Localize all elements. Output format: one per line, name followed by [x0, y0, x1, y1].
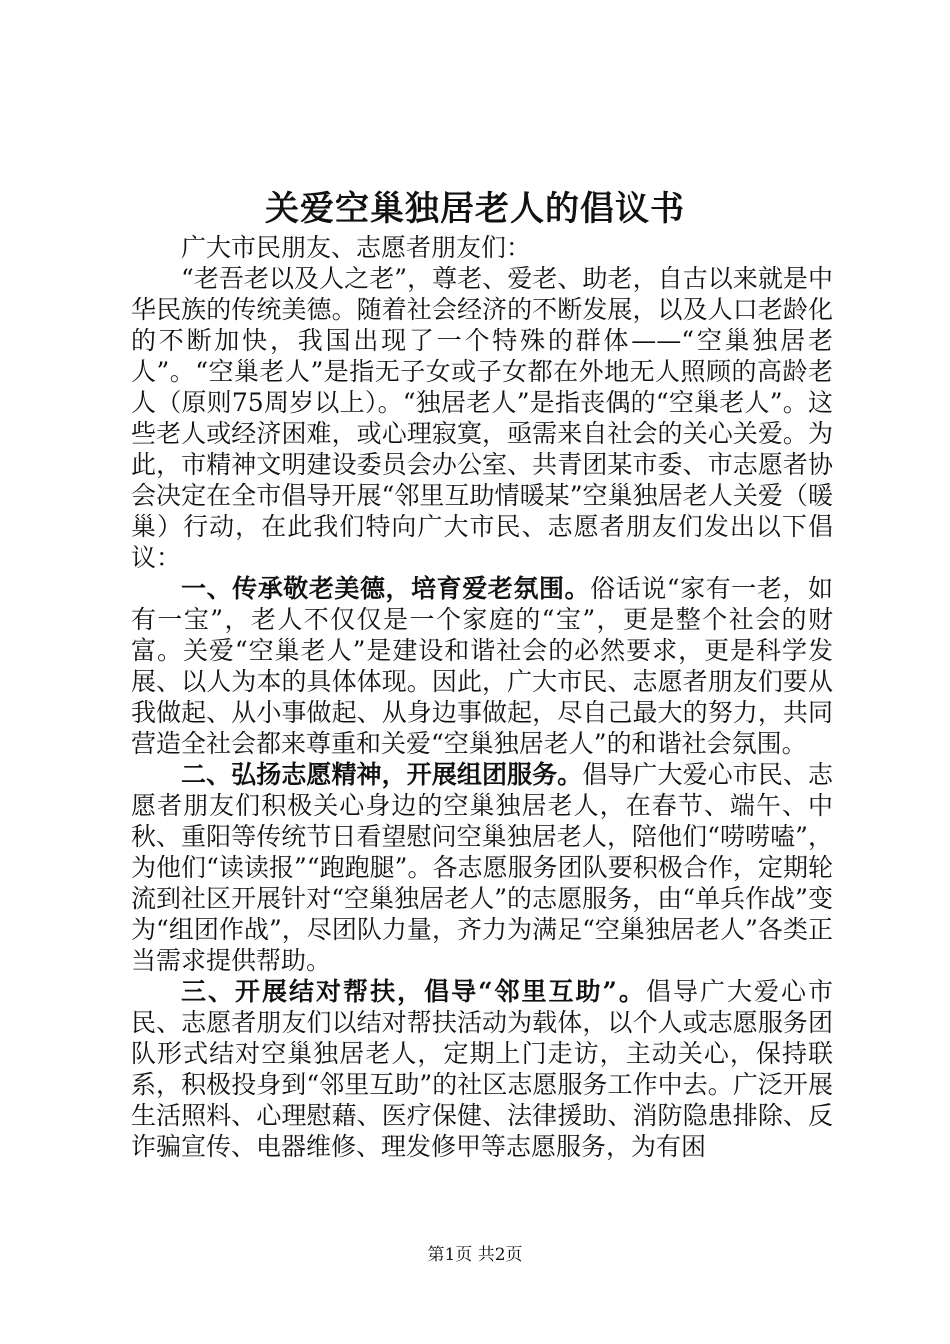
- salutation: 广大市民朋友、志愿者朋友们：: [181, 233, 532, 262]
- section-heading-2: 二、弘扬志愿精神，开展组团服务。: [181, 760, 583, 789]
- section-text-2: 倡导广大爱心市民、志愿者朋友们积极关心身边的空巢独居老人，在春节、端午、中秋、重阳等传统节日看望慰问空巢独居老人，陪他们“唠唠嗑”，为他们“读读报”“跑跑腿”。各志愿服务团队要积极合作，定期轮流到社区开展针对“空巢独居老人”的志愿服务，由“单兵作战”变为“组团作战”，尽团队力量，齐力为满足“空巢独居老人”各类正当需求提供帮助。: [131, 760, 833, 975]
- section-text-3: 倡导广大爱心市民、志愿者朋友们以结对帮扶活动为载体，以个人或志愿服务团队形式结对空巢独居老人，定期上门走访，主动关心，保持联系，积极投身到“邻里互助”的社区志愿服务工作中去。广泛开展生活照料、心理慰藉、医疗保健、法律援助、消防隐患排除、反诈骗宣传、电器维修、理发修甲等志愿服务，为有困: [131, 977, 833, 1161]
- section-paragraph-1: [131, 573, 833, 759]
- section-heading-1: 一、传承敬老美德，培育爱老氛围。: [181, 574, 591, 603]
- document-title: 关爱空巢独居老人的倡议书: [265, 189, 685, 229]
- section-text-1: 俗话说“家有一老，如有一宝”，老人不仅仅是一个家庭的“宝”，更是整个社会的财富。关爱“空巢老人”是建设和谐社会的必然要求，更是科学发展、以人为本的具体体现。因此，广大市民、志愿者朋友们要从我做起、从小事做起、从身边事做起，尽自己最大的努力，共同营造全社会都来尊重和关爱“空巢独居老人”的和谐社会氛围。: [131, 574, 833, 758]
- document-body: [131, 232, 833, 1162]
- section-paragraph-3: [131, 976, 833, 1162]
- section-paragraph-2: [131, 759, 833, 976]
- section-heading-3: 三、开展结对帮扶，倡导“邻里互助”。: [181, 977, 646, 1006]
- page-number-footer: 第1页 共2页: [427, 1245, 523, 1265]
- intro-paragraph: “老吾老以及人之老”，尊老、爱老、助老，自古以来就是中华民族的传统美德。随着社会经济的不断发展，以及人口老龄化的不断加快，我国出现了一个特殊的群体——“空巢独居老人”。“空巢老人”是指无子女或子女都在外地无人照顾的高龄老人（原则75周岁以上）。“独居老人”是指丧偶的“空巢老人”。这些老人或经济困难，或心理寂寞，亟需来自社会的关心关爱。为此，市精神文明建设委员会办公室、共青团某市委、市志愿者协会决定在全市倡导开展“邻里互助情暖某”空巢独居老人关爱（暖巢）行动，在此我们特向广大市民、志愿者朋友们发出以下倡议：: [131, 264, 833, 572]
